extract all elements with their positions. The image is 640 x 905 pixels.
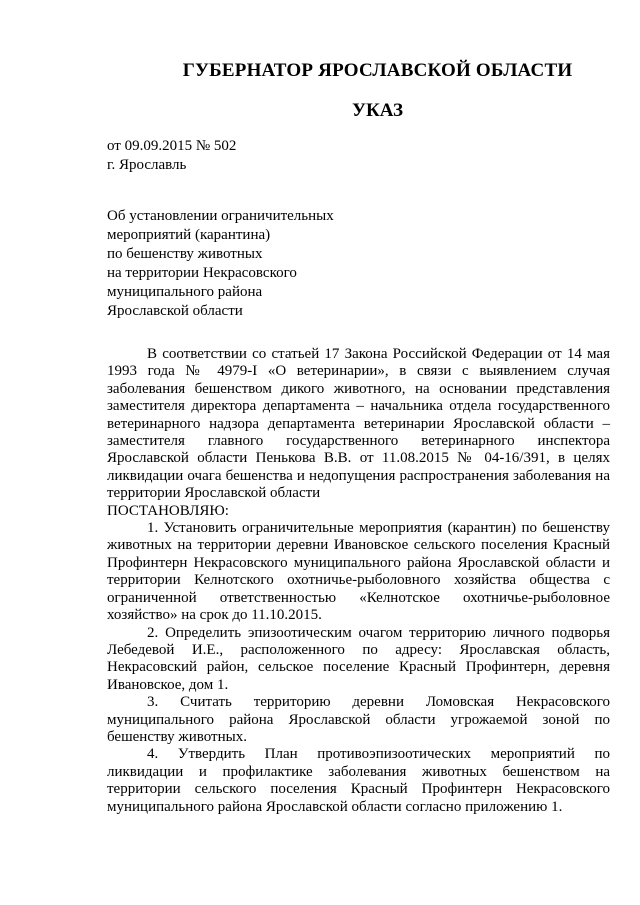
clause-4: 4. Утвердить План противоэпизоотических мероприятий по ликвидации и профилактике заболевания животных бешенством на территории сельского поселения Красный Профинтерн Некрасовского муниципального района Ярославской области согласно приложению 1.: [107, 746, 610, 815]
clause-2: 2. Определить эпизоотическим очагом территорию личного подворья Лебедевой И.Е., расположенного по адресу: Ярославская область, Некрасовский район, сельское поселение Красный Профинтерн, деревня Ивановское, дом 1.: [107, 624, 610, 693]
subject-line: Об установлении ограничительных: [107, 208, 334, 224]
city: г. Ярославль: [107, 157, 187, 173]
subject-line: Ярославской области: [107, 303, 243, 319]
subject-line: по бешенству животных: [107, 246, 263, 262]
preamble-paragraph: В соответствии со статьей 17 Закона Российской Федерации от 14 мая 1993 года № 4979-I «О ветеринарии», в связи с выявлением случая заболевания бешенством дикого животного, на основании представления заместителя директора департамента – начальника отдела государственного ветеринарного надзора департамента ветеринарии Ярославской области – заместителя главного государственного ветеринарного инспектора Ярославской области Пенькова В.В. от 11.08.2015 № 04-16/391, в целях ликвидации очага бешенства и недопущения распространения заболевания на территории Ярославской области: [107, 346, 610, 502]
issuing-authority: ГУБЕРНАТОР ЯРОСЛАВСКОЙ ОБЛАСТИ: [182, 60, 573, 81]
clause-1: 1. Установить ограничительные мероприятия (карантин) по бешенству животных на территории деревни Ивановское сельского поселения Красный Профинтерн Некрасовского муниципального района Ярославской области и территории Келнотского охотничье-рыболовного хозяйства общества с ограниченной ответственностью «Келнотское охотничье-рыболовное хозяйство» на срок до 11.10.2015.: [107, 520, 610, 624]
date-number: от 09.09.2015 № 502: [107, 138, 237, 154]
subject-line: муниципального района: [107, 284, 263, 300]
document-subject: [107, 207, 334, 321]
document-meta: [107, 137, 236, 175]
subject-line: на территории Некрасовского: [107, 265, 297, 281]
resolve-heading: ПОСТАНОВЛЯЮ:: [107, 502, 229, 519]
document-type: УКАЗ: [352, 100, 403, 121]
subject-line: мероприятий (карантина): [107, 227, 271, 243]
document-body: [107, 346, 610, 816]
clause-3: 3. Считать территорию деревни Ломовская Некрасовского муниципального района Ярославской области угрожаемой зоной по бешенству животных.: [107, 694, 610, 745]
